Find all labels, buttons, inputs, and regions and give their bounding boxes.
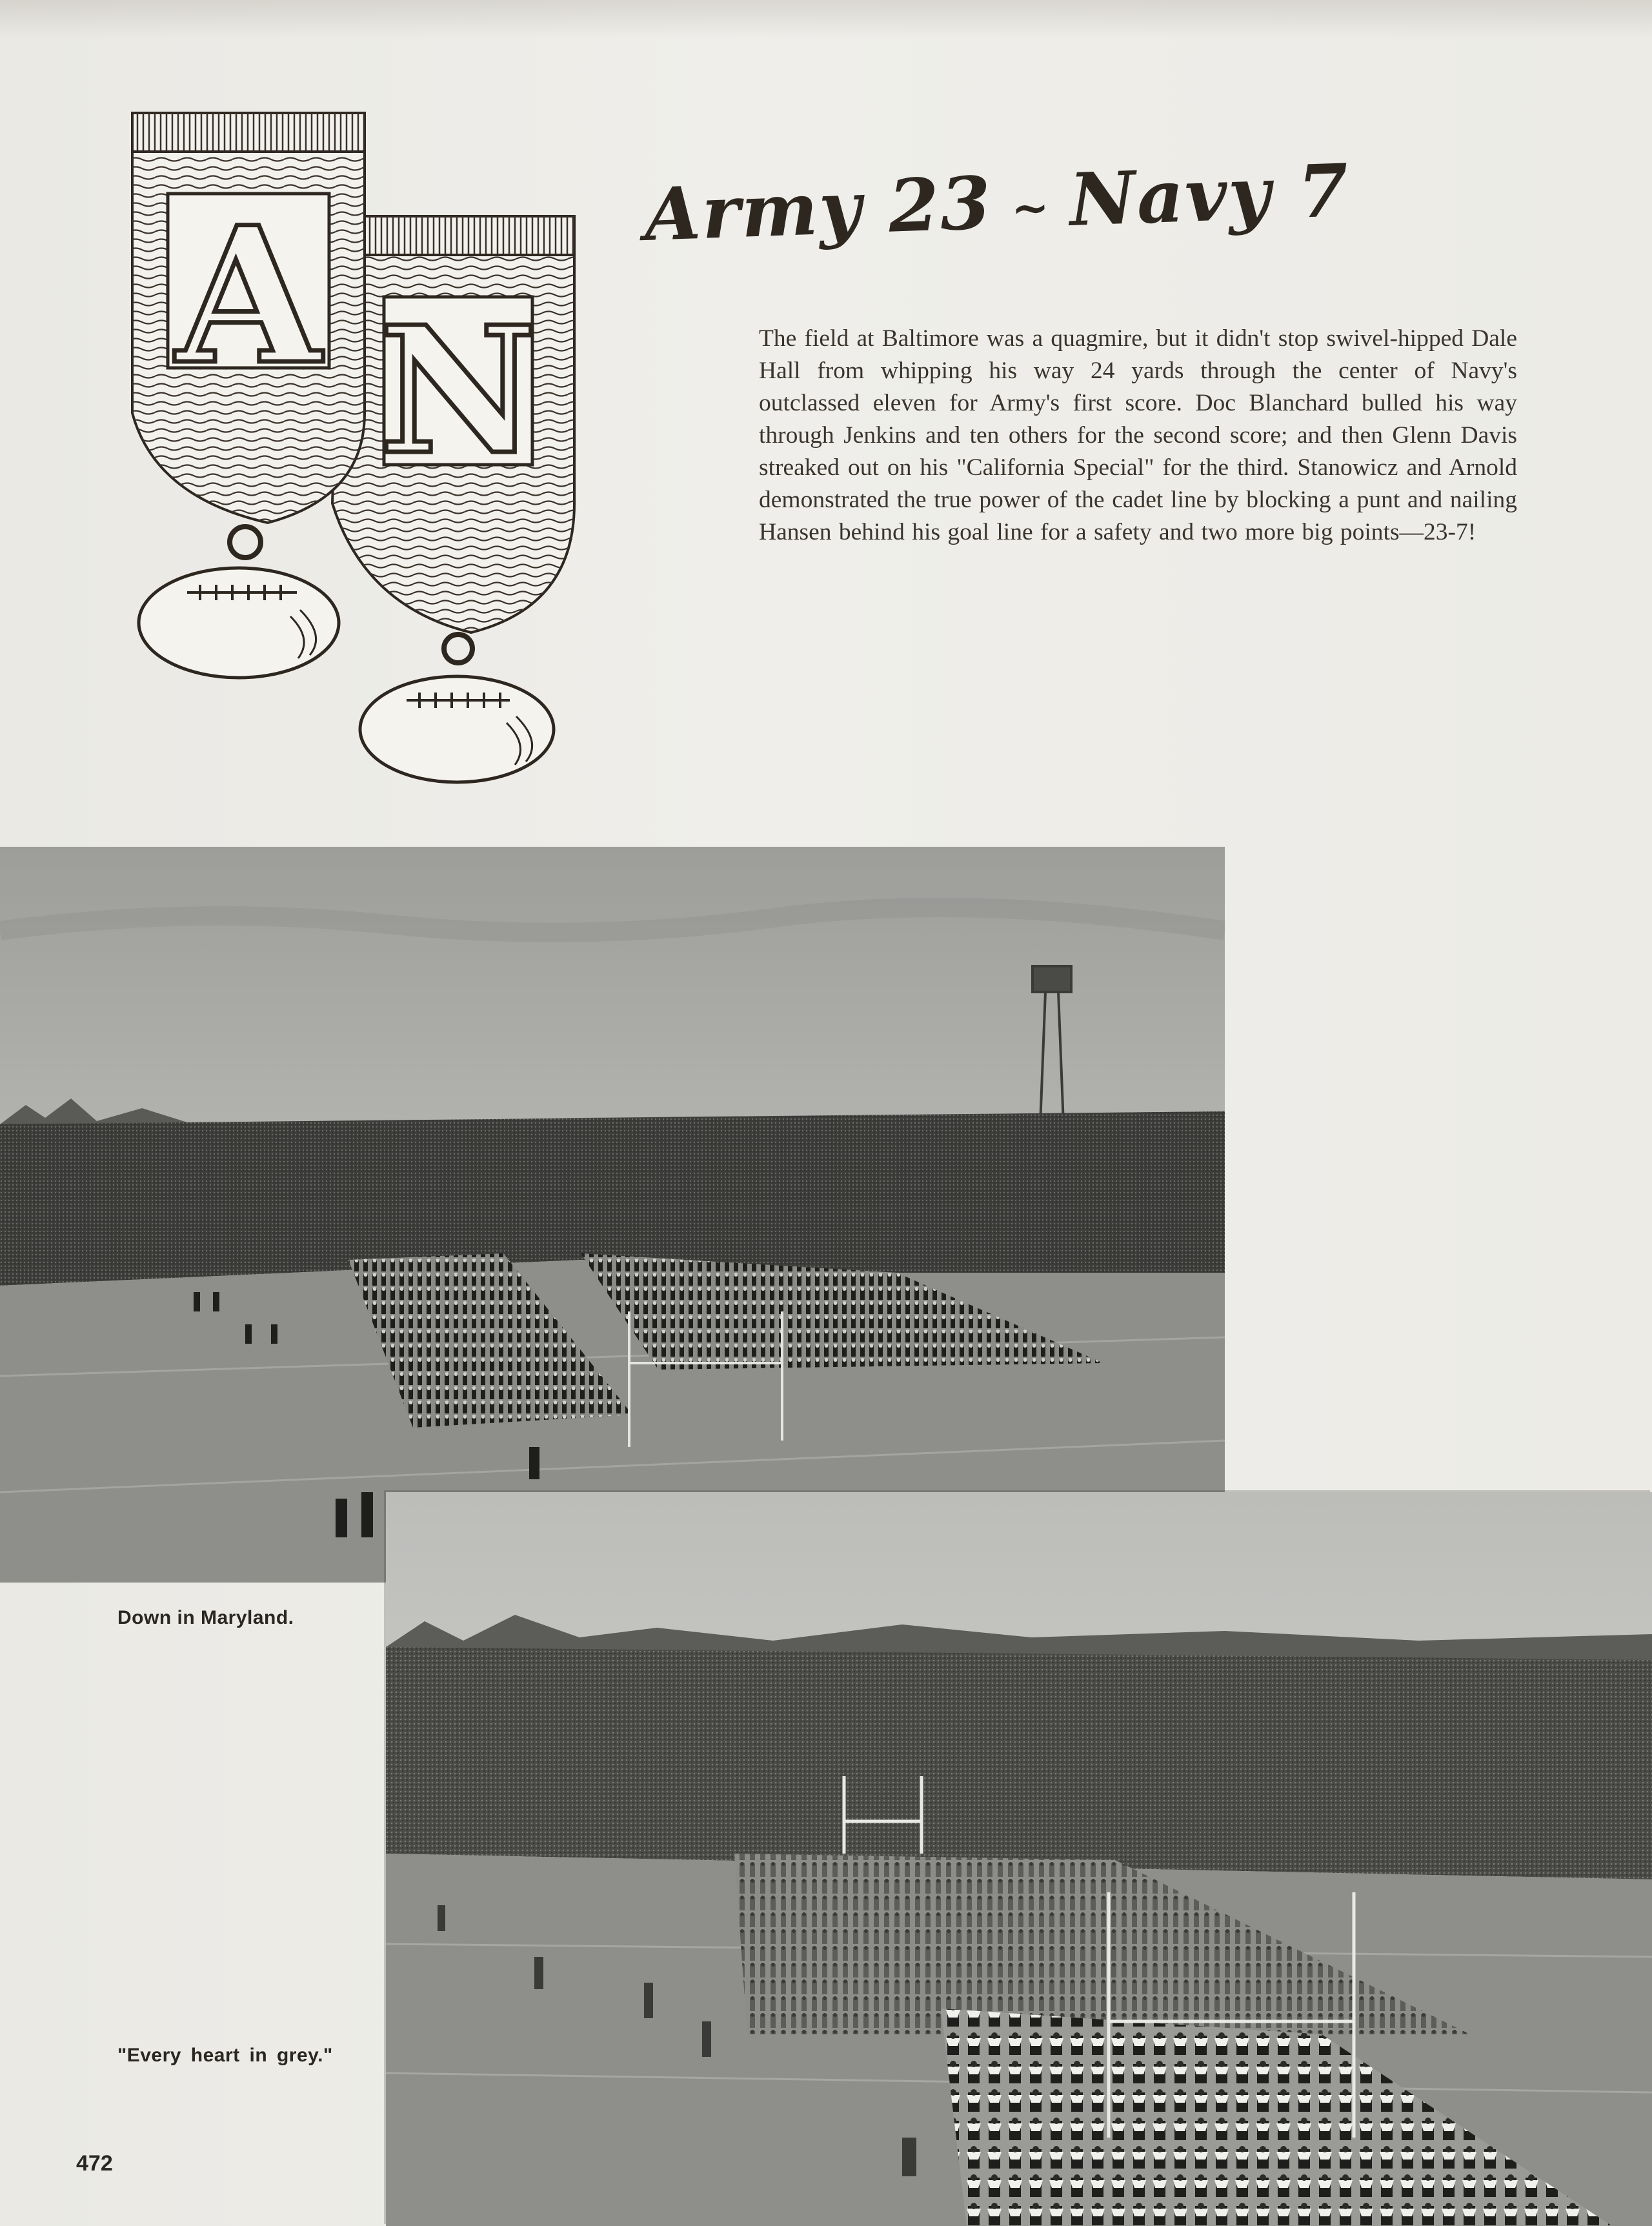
army-navy-medals-emblem [129,110,594,794]
headline-navy-score: Navy 7 [1068,148,1351,243]
caption-top-photo: Down in Maryland. [117,1607,294,1628]
headline-army-score: Army 23 [643,161,994,258]
navy-ribbon [332,216,574,782]
stadium-photo-bottom-image [386,1492,1652,2226]
army-ribbon [132,113,365,678]
stadium-photo-top [0,847,1225,1583]
medals-illustration [129,110,594,794]
army-letter: A [176,187,321,406]
stadium-photo-top-image [0,847,1225,1583]
navy-letter: N [378,288,538,493]
headline-separator: ~ [1010,180,1052,236]
stadium-photo-bottom [386,1492,1652,2226]
headline [643,146,1422,302]
page-number: 472 [76,2151,113,2176]
page-shadow [0,0,1652,39]
caption-bottom-photo: "Every heart in grey." [117,2045,333,2066]
article-body: The field at Baltimore was a quagmire, but it didn't stop swivel-hipped Dale Hall from whipping his way 24 yards through the center of Navy's outclassed eleven for Army's first score. Doc Blanchard bulled his way through Jenkins and ten others for the second score; and then Glenn Davis streaked out on his "California Special" for the third. Stanowicz and Arnold demonstrated the true power of the cadet line by blocking a punt and nailing Hansen behind his goal line for a safety and two more big points—23-7! [759,325,1517,545]
